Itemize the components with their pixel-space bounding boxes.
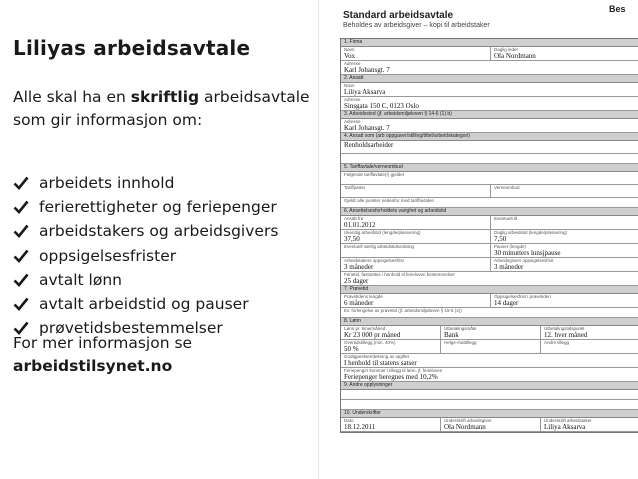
form-cell — [341, 61, 638, 74]
checklist — [13, 171, 278, 340]
form-cell — [491, 230, 638, 243]
form-cell — [341, 340, 441, 353]
form-row — [341, 272, 638, 286]
field-label: Underskrift arbeidsgiver — [444, 418, 492, 423]
form-row — [341, 172, 638, 185]
field-label: Overtidstillegg (min. 40%) — [344, 340, 396, 345]
section-header: 4. Ansatt som (arb oppgaver/stilling/tittel/arbeidskategori) — [341, 133, 638, 141]
form-cell — [541, 340, 638, 353]
field-value: 3 måneder — [344, 263, 374, 271]
checklist-label: ferierettigheter og feriepenger — [39, 198, 277, 217]
field-label: Adresse — [344, 61, 361, 66]
form-cell — [491, 216, 638, 229]
form-row — [341, 326, 638, 340]
field-label: Navn — [344, 83, 355, 88]
checklist-label: oppsigelsesfrister — [39, 246, 177, 265]
field-label: Utbetalingsmåte — [444, 326, 477, 331]
form-row — [341, 368, 638, 382]
field-value: Kr 23 000 pr måned — [344, 331, 401, 339]
form-cell — [341, 368, 638, 381]
form-row — [341, 119, 638, 133]
checklist-item — [13, 219, 278, 243]
form-cell — [341, 141, 638, 153]
field-label: Pauser (lengde) — [494, 244, 527, 249]
form-cell — [341, 119, 638, 132]
field-value: 3 måneder — [494, 263, 524, 271]
field-value: Liliya Aksarva — [344, 88, 386, 96]
section-header: 9. Andre opplysninger — [341, 382, 638, 390]
contract-form — [340, 38, 638, 433]
form-row — [341, 198, 638, 208]
checkmark-icon — [13, 296, 29, 312]
form-row — [341, 61, 638, 75]
field-value: 6 måneder — [344, 299, 374, 307]
form-cell — [541, 418, 638, 431]
section-header: 3. Arbeidssted (jf. arbeidsmiljøloven § 14-6 (1) b) — [341, 111, 638, 119]
form-cell — [341, 400, 638, 409]
form-row — [341, 354, 638, 368]
form-cell — [341, 83, 638, 96]
form-cell — [341, 172, 638, 184]
form-cell — [341, 326, 441, 339]
field-label: Eventuelt til — [494, 216, 518, 221]
form-cell — [441, 418, 541, 431]
field-label: Ansatt fra — [344, 216, 364, 221]
field-value: 37,50 — [344, 235, 360, 243]
checkmark-icon — [13, 199, 29, 215]
form-cell — [491, 244, 638, 257]
form-cell — [341, 294, 491, 307]
checkmark-icon — [13, 272, 29, 288]
field-value: 18.12.2011 — [344, 423, 376, 431]
form-cell — [341, 198, 638, 207]
field-label: Lønn pr. time/måned — [344, 326, 386, 331]
field-label: Arbeidstakers oppsigelsesfrist — [344, 258, 404, 263]
outro-label: For mer informasjon se — [13, 334, 193, 352]
form-cell — [341, 216, 491, 229]
field-value: Ola Nordmann — [444, 423, 486, 431]
checkmark-icon — [13, 175, 29, 191]
form-cell — [341, 154, 638, 163]
intro-text — [13, 86, 313, 132]
field-label: Gjeldr alle punkter nedenfor med tariffavtalen — [344, 198, 434, 203]
form-row — [341, 216, 638, 230]
checkmark-icon — [13, 248, 29, 264]
slide-title: Liliyas arbeidsavtale — [13, 36, 251, 60]
field-value: Sinsgata 150 C, 0123 Oslo — [344, 102, 419, 110]
form-cell — [341, 230, 491, 243]
form-cell — [341, 47, 491, 60]
form-row — [341, 308, 638, 318]
form-cell — [341, 185, 491, 197]
field-value: Ola Nordmann — [494, 52, 536, 60]
form-row — [341, 185, 638, 198]
field-value: Karl Johansgt. 7 — [344, 124, 390, 132]
form-cell — [441, 340, 541, 353]
form-row — [341, 47, 638, 61]
field-value: 25 dager — [344, 277, 369, 285]
doc-corner-text: Bes — [609, 4, 626, 14]
form-row — [341, 230, 638, 244]
field-label: Utbetalingstidspunkt — [544, 326, 585, 331]
intro-prefix: Alle skal ha en — [13, 88, 131, 106]
form-cell — [491, 258, 638, 271]
field-value: 7,50 — [494, 235, 507, 243]
doc-heading: Standard arbeidsavtale — [343, 10, 454, 21]
form-row — [341, 340, 638, 354]
form-cell — [491, 47, 638, 60]
field-label: Tariffparter — [344, 185, 366, 190]
form-cell — [341, 244, 491, 257]
field-label: Prøvetidens lengde — [344, 294, 383, 299]
form-row — [341, 294, 638, 308]
form-row — [341, 244, 638, 258]
checklist-label: arbeidstakers og arbeidsgivers — [39, 222, 279, 241]
field-value: 50 % — [344, 345, 359, 353]
field-value: Renholdsarbeider — [344, 141, 394, 149]
checklist-item — [13, 292, 278, 316]
form-cell — [441, 326, 541, 339]
field-value: Vox — [344, 52, 356, 60]
form-row — [341, 97, 638, 111]
form-cell — [491, 185, 638, 197]
field-value: I henhold til statens satser — [344, 359, 417, 367]
form-cell — [341, 418, 441, 431]
checklist-item — [13, 244, 278, 268]
checklist-item — [13, 268, 278, 292]
field-label: Feriepenger kommer i tillegg til lønn, jf. ferieloven — [344, 368, 443, 373]
section-header: 1. Firma — [341, 39, 638, 47]
field-label: Oppsigelsesfrist i prøvetiden — [494, 294, 551, 299]
form-cell — [341, 272, 638, 285]
field-label: Adresse — [344, 119, 361, 124]
section-header: 5. Tariffavtale/verneombud — [341, 164, 638, 172]
section-header: 6. Ansettelsesforholdets varighet og arbeidstid — [341, 208, 638, 216]
form-cell — [341, 390, 638, 399]
checklist-item — [13, 195, 278, 219]
field-value: 12. hver måned — [544, 331, 588, 339]
field-value: 30 minutters lunsjpause — [494, 249, 561, 257]
field-label: Verneombud — [494, 185, 520, 190]
field-label: Andre tillegg — [544, 340, 570, 345]
checklist-item — [13, 171, 278, 195]
outro-text — [13, 332, 313, 378]
intro-suffix: arbeidsavtale som gir informasjon om: — [13, 88, 310, 129]
field-value: Feriepenger beregnes med 10,2% — [344, 373, 438, 381]
checklist-label: prøvetidsbestemmelser — [39, 319, 223, 338]
intro-bold: skriftlig — [130, 88, 200, 106]
field-label: Daglig leder — [494, 47, 519, 52]
checklist-label: avtalt lønn — [39, 270, 122, 289]
checklist-label: avtalt arbeidstid og pauser — [39, 295, 249, 314]
section-header: 8. Lønn — [341, 318, 638, 326]
form-row — [341, 141, 638, 154]
checklist-label: arbeidets innhold — [39, 174, 175, 193]
form-cell — [341, 308, 638, 317]
form-cell — [341, 354, 638, 367]
field-label: Arbeidsgivers oppsigelsesfrist — [494, 258, 554, 263]
form-row — [341, 154, 638, 164]
form-cell — [541, 326, 638, 339]
form-row — [341, 418, 638, 432]
form-cell — [341, 258, 491, 271]
contract-document-image — [318, 0, 638, 479]
form-cell — [491, 294, 638, 307]
form-row — [341, 400, 638, 410]
field-label: Ukentlig arbeidstid (lengde/plassering) — [344, 230, 421, 235]
field-value: 14 dager — [494, 299, 519, 307]
form-cell — [341, 97, 638, 110]
field-label: Ev. forlengelse av prøvetid (jf. arbeidsmiljøloven § 15-6 (4)) — [344, 308, 462, 313]
field-label: Ferietid, fastsettes i henhold til ferieloven bestemmelser — [344, 272, 456, 277]
section-header: 10. Underskrifter — [341, 410, 638, 418]
field-label: Følgende tariffavtale(r) gjelder — [344, 172, 405, 177]
field-label: Adresse — [344, 97, 361, 102]
form-row — [341, 83, 638, 97]
field-value: Liliya Aksarva — [544, 423, 586, 431]
field-label: Underskrift arbeidstaker — [544, 418, 592, 423]
field-label: Godtgjørelser/dekning av utgifter — [344, 354, 410, 359]
field-label: Daglig arbeidstid (lengde/plassering) — [494, 230, 568, 235]
field-label: Dato — [344, 418, 354, 423]
field-value: Bank — [444, 331, 459, 339]
field-value: 01.01.2012 — [344, 221, 376, 229]
section-header: 7. Prøvetid — [341, 286, 638, 294]
checkmark-icon — [13, 223, 29, 239]
field-label: Helge-/nattillegg — [444, 340, 477, 345]
field-value: Karl Johansgt. 7 — [344, 66, 390, 74]
field-label: Eventuell særlig arbeidstidsordning — [344, 244, 415, 249]
doc-subheading: Beholdes av arbeidsgiver – kopi til arbeidstaker — [343, 22, 490, 29]
field-label: Navn — [344, 47, 355, 52]
form-row — [341, 258, 638, 272]
form-row — [341, 390, 638, 400]
arbeidstilsynet-link[interactable]: arbeidstilsynet.no — [13, 357, 173, 375]
section-header: 2. Ansatt — [341, 75, 638, 83]
